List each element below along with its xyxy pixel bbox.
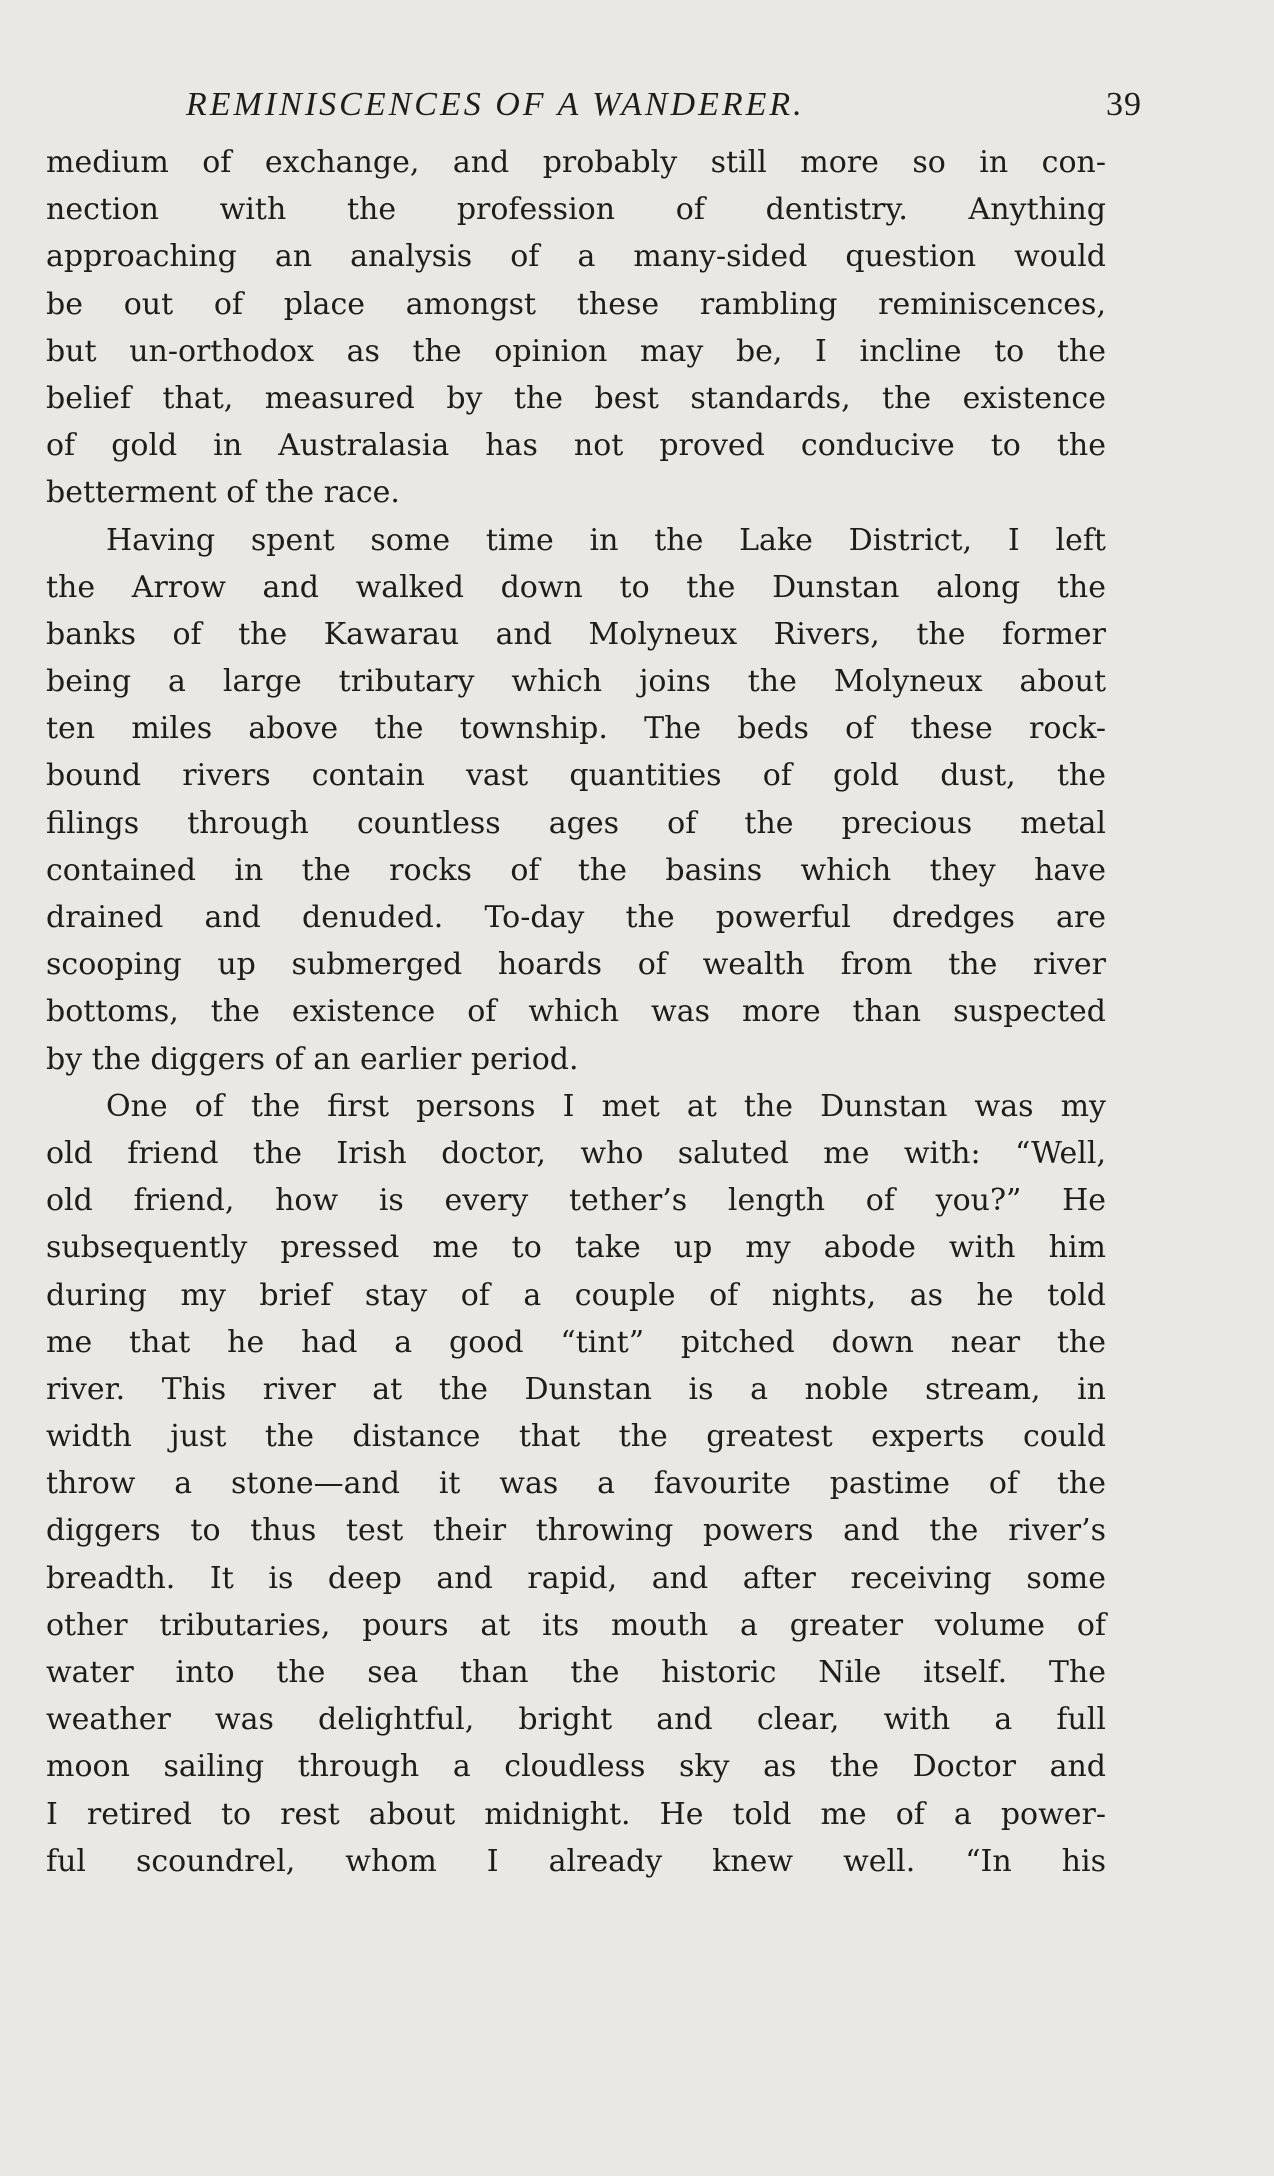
text-line: drained and denuded. To-day the powerful dredges are (46, 900, 1106, 935)
text-line: weather was delightful, bright and clear, with a full (46, 1702, 1106, 1738)
text-line: ful scoundrel, whom I already knew well. “In his (46, 1843, 1106, 1879)
text-line: old friend the Irish doctor, who saluted me with: “Well, (46, 1135, 1106, 1171)
text-line: Having spent some time in the Lake District, I left (106, 522, 1106, 558)
text-line: bottoms, the existence of which was more than suspected (46, 994, 1106, 1030)
text-line: throw a stone—and it was a favourite pastime of the (46, 1466, 1106, 1502)
text-line: One of the first persons I met at the Dunstan was my (106, 1088, 1106, 1124)
text-line: I retired to rest about midnight. He told me of a power- (46, 1796, 1106, 1832)
text-line: subsequently pressed me to take up my abode with him (46, 1230, 1106, 1266)
text-line: by the diggers of an earlier period. (46, 1041, 579, 1077)
text-line: banks of the Kawarau and Molyneux Rivers, the former (46, 616, 1106, 652)
book-page (46, 78, 1142, 1885)
text-line: during my brief stay of a couple of nights, as he told (46, 1277, 1106, 1313)
text-line: belief that, measured by the best standards, the existence (46, 380, 1106, 416)
page-number: 39 (1106, 86, 1142, 123)
running-title: REMINISCENCES OF A WANDERER. (186, 86, 805, 123)
paragraph-2 (46, 517, 1106, 1083)
text-line: but un-orthodox as the opinion may be, I incline to the (46, 333, 1106, 369)
text-line: scooping up submerged hoards of wealth from the river (46, 947, 1106, 983)
text-line: me that he had a good “tint” pitched down near the (46, 1324, 1106, 1360)
text-line: medium of exchange, and probably still more so in con- (46, 145, 1106, 180)
text-line: river. This river at the Dunstan is a noble stream, in (46, 1371, 1106, 1407)
body-text (46, 139, 1106, 1885)
text-line: being a large tributary which joins the Molyneux about (46, 664, 1106, 700)
text-line: nection with the profession of dentistry. Anything (46, 192, 1106, 228)
text-line: old friend, how is every tether’s length of you?” He (46, 1183, 1106, 1219)
text-line: contained in the rocks of the basins which they have (46, 852, 1106, 888)
running-head (46, 78, 1142, 134)
text-line: approaching an analysis of a many-sided question would (46, 239, 1106, 275)
text-line: breadth. It is deep and rapid, and after receiving some (46, 1560, 1106, 1596)
text-line: bound rivers contain vast quantities of gold dust, the (46, 758, 1106, 794)
text-line: water into the sea than the historic Nile itself. The (46, 1655, 1106, 1690)
text-line: width just the distance that the greatest experts could (46, 1419, 1106, 1455)
text-line: ten miles above the township. The beds of these rock- (46, 711, 1106, 747)
text-line: the Arrow and walked down to the Dunstan along the (46, 569, 1106, 605)
text-line: diggers to thus test their throwing powers and the river’s (46, 1513, 1106, 1549)
text-line: moon sailing through a cloudless sky as the Doctor and (46, 1749, 1106, 1785)
text-line: of gold in Australasia has not proved conducive to the (46, 428, 1106, 464)
paragraph-3 (46, 1083, 1106, 1885)
paragraph-1 (46, 139, 1106, 517)
text-line: be out of place amongst these rambling reminiscences, (46, 286, 1106, 322)
text-line: filings through countless ages of the precious metal (46, 805, 1106, 841)
text-line: betterment of the race. (46, 475, 400, 511)
text-line: other tributaries, pours at its mouth a greater volume of (46, 1607, 1106, 1643)
